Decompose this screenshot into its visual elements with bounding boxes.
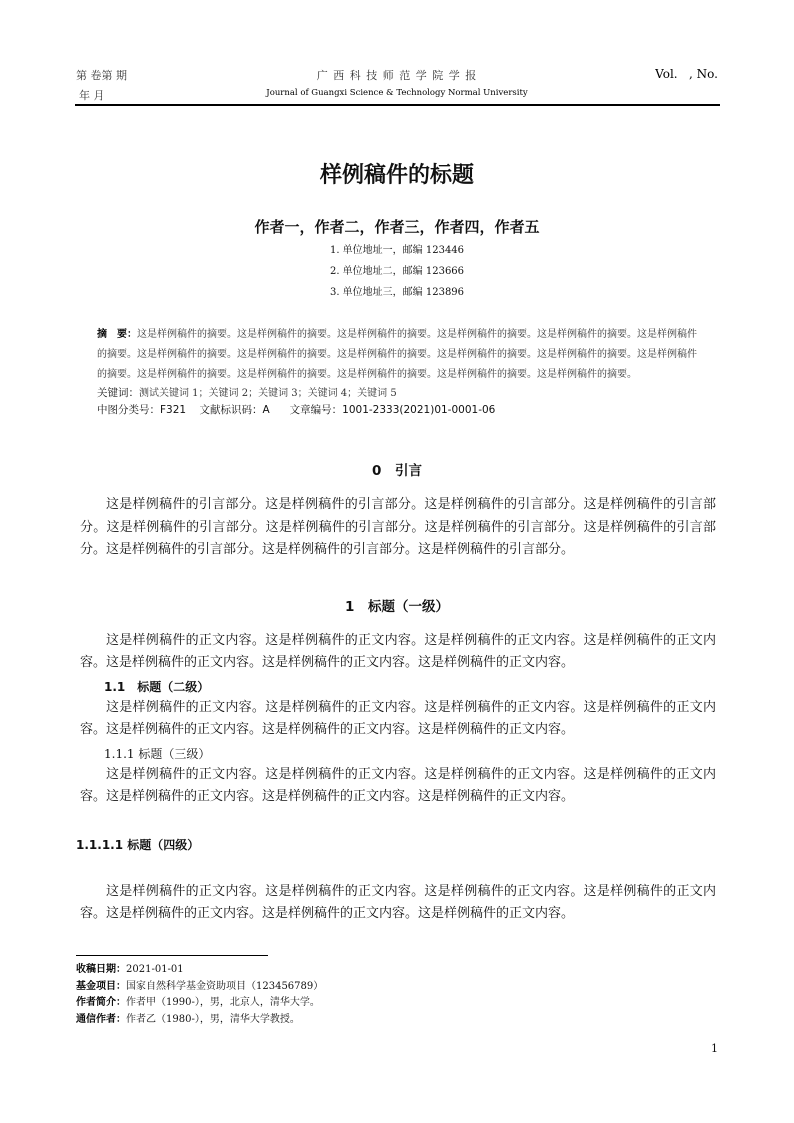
- footnote-label: 收稿日期：: [76, 964, 126, 975]
- header-journal-cn: 广 西 科 技 师 范 学 院 学 报: [316, 69, 478, 82]
- article-body: [0, 160, 794, 926]
- footnote: [76, 1012, 323, 1029]
- clc-label: 中图分类号：: [97, 404, 160, 416]
- keywords: [97, 385, 717, 402]
- footnote: [76, 995, 323, 1012]
- abstract-label: 摘 要：: [97, 329, 137, 340]
- section-heading-1-1-1: 1.1.1 标题（三级）: [104, 746, 211, 761]
- paragraph: 这是样例稿件的正文内容。这是样例稿件的正文内容。这是样例稿件的正文内容。这是样例稿件的正文内容。这是样例稿件的正文内容。这是样例稿件的正文内容。这是样例稿件的正文内容。: [80, 632, 716, 670]
- affiliation: 2. 单位地址二，邮编 123666: [329, 266, 465, 277]
- footnote-text: 作者甲（1990-），男，北京人，清华大学。: [126, 997, 320, 1008]
- paragraph-intro: 这是样例稿件的引言部分。这是样例稿件的引言部分。这是样例稿件的引言部分。这是样例稿件的引言部分。这是样例稿件的引言部分。这是样例稿件的引言部分。这是样例稿件的引言部分。这是样例稿件的引言部分。这是样例稿件的引言部分。这是样例稿件的引言部分。这是样例稿件的引言部分。: [80, 497, 716, 557]
- affiliation: 1. 单位地址一，邮编 123446: [329, 245, 465, 256]
- keywords-label: 关键词：: [97, 387, 139, 399]
- doc-value: A: [262, 404, 270, 416]
- header-date: 年 月: [79, 89, 105, 102]
- paragraph: 这是样例稿件的正文内容。这是样例稿件的正文内容。这是样例稿件的正文内容。这是样例稿件的正文内容。这是样例稿件的正文内容。这是样例稿件的正文内容。这是样例稿件的正文内容。: [80, 699, 716, 737]
- footnote-text: 国家自然科学基金资助项目（123456789）: [126, 980, 324, 992]
- section-heading-intro: 0 引言: [372, 463, 422, 479]
- article-value: 1001-2333(2021)01-0001-06: [342, 404, 496, 416]
- keywords-text: 测试关键词 1；关键词 2；关键词 3；关键词 4；关键词 5: [139, 388, 397, 399]
- paragraph: 这是样例稿件的正文内容。这是样例稿件的正文内容。这是样例稿件的正文内容。这是样例稿件的正文内容。这是样例稿件的正文内容。这是样例稿件的正文内容。这是样例稿件的正文内容。: [80, 883, 716, 921]
- footnote-text: 2021-01-01: [126, 964, 184, 975]
- section-heading-1-1-1-1: 1.1.1.1 标题（四级）: [76, 837, 200, 852]
- section-heading-1: 1 标题（一级）: [345, 598, 449, 615]
- header-rule: [75, 104, 720, 106]
- page-number: 1: [711, 1042, 718, 1055]
- footnote-text: 作者乙（1980-），男，清华大学教授。: [126, 1013, 300, 1025]
- header-journal-en: Journal of Guangxi Science & Technology Normal University: [266, 88, 528, 98]
- abstract-text: 这是样例稿件的摘要。这是样例稿件的摘要。这是样例稿件的摘要。这是样例稿件的摘要。这是样例稿件的摘要。这是样例稿件的摘要。这是样例稿件的摘要。这是样例稿件的摘要。这是样例稿件的摘要。这是样例稿件的摘要。这是样例稿件的摘要。这是样例稿件的摘要。这是样例稿件的摘要。这是样例稿件的摘要。这是样例稿件的摘要。这是样例稿件的摘要。这是样例稿件的摘要。: [97, 329, 697, 380]
- classification: [97, 402, 717, 418]
- affiliation: 3. 单位地址三，邮编 123896: [329, 287, 465, 298]
- footnote: [76, 962, 323, 979]
- header-issue: 第 卷第 期: [76, 69, 127, 82]
- authors: 作者一，作者二，作者三，作者四，作者五: [254, 218, 540, 236]
- footnote-label: 通信作者：: [76, 1013, 126, 1025]
- header-volume: Vol. , No.: [655, 67, 718, 81]
- footnote: [76, 979, 323, 996]
- paragraph: 这是样例稿件的正文内容。这是样例稿件的正文内容。这是样例稿件的正文内容。这是样例稿件的正文内容。这是样例稿件的正文内容。这是样例稿件的正文内容。这是样例稿件的正文内容。: [80, 766, 716, 804]
- footnote-rule: [76, 955, 268, 956]
- section-heading-1-1: 1.1 标题（二级）: [104, 679, 210, 694]
- footnote-label: 作者简介：: [76, 997, 126, 1008]
- doc-label: 文献标识码：: [199, 404, 263, 416]
- abstract: [97, 325, 700, 385]
- article-label: 文章编号：: [289, 404, 343, 416]
- clc-value: F321: [160, 404, 187, 416]
- footnote-label: 基金项目：: [76, 980, 126, 992]
- footnotes: [76, 962, 323, 1028]
- paper-title: 样例稿件的标题: [319, 163, 474, 188]
